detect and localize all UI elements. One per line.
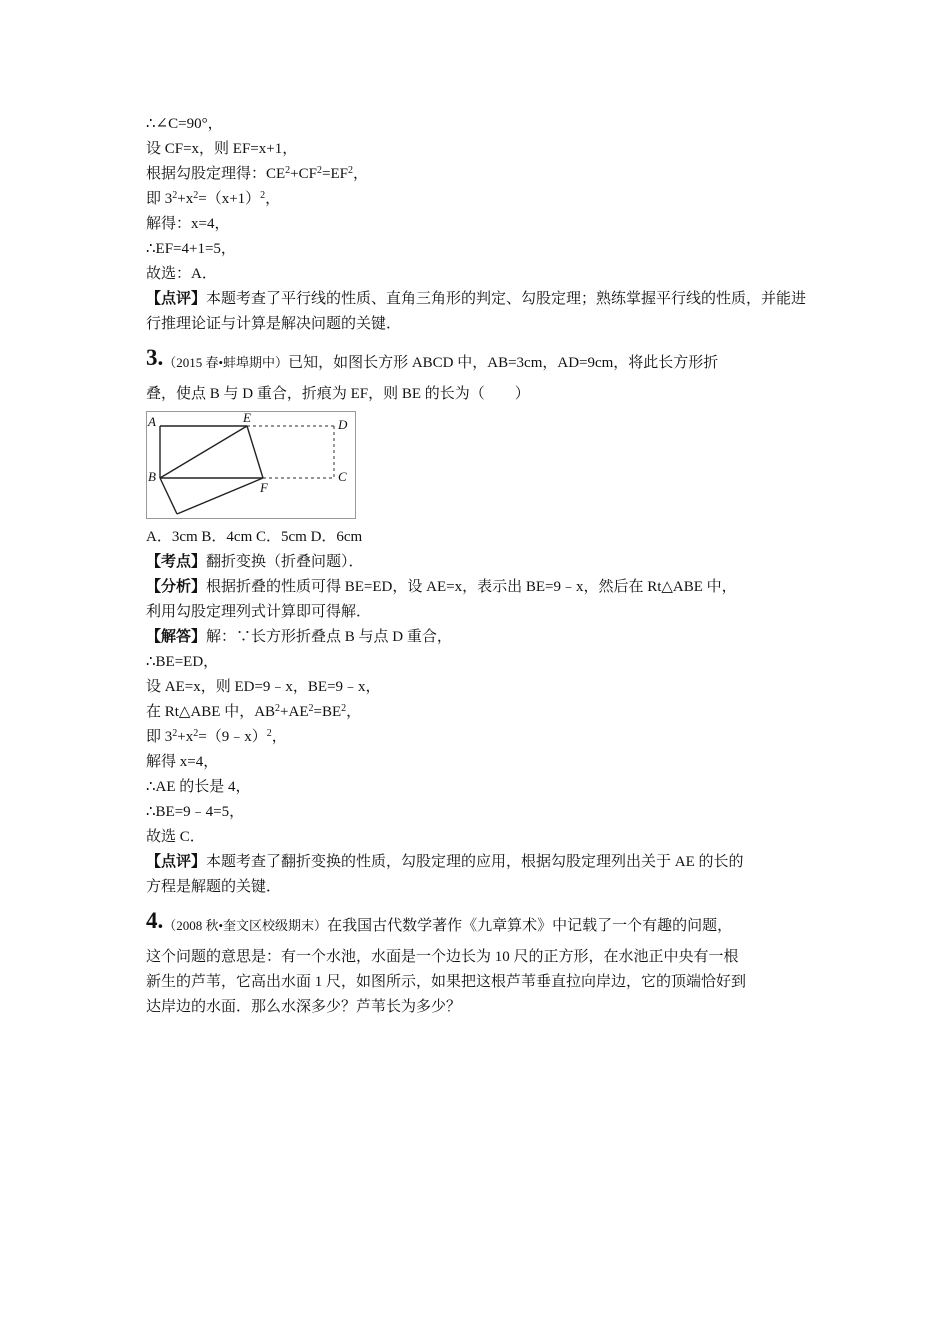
solution-line: ∴AE 的长是 4， <box>146 779 251 795</box>
figure-svg <box>147 412 355 518</box>
question-source: （2008 秋•奎文区校级期末） <box>163 918 328 933</box>
kaodian-line: 【考点】翻折变换（折叠问题）． <box>146 554 364 570</box>
solution-line: 解得：x=4， <box>146 216 230 232</box>
review-paragraph: 【点评】本题考查了平行线的性质、直角三角形的判定、勾股定理；熟练掌握平行线的性质，并能进行推理论证与计算是解决问题的关键． <box>146 291 807 332</box>
solution-line: 在 Rt△ABE 中，$AB^2+AE^2=BE^2$， <box>146 703 362 720</box>
label-d: D <box>338 417 348 432</box>
question-text: 这个问题的意思是：有一个水池，水面是一个边长为 10 尺的正方形，在水池正中央有一根 <box>146 949 739 965</box>
question-text: 新生的芦苇，它高出水面 1 尺，如图所示，如果把这根芦苇垂直拉向岸边，它的顶端恰好到 <box>146 974 747 990</box>
solution-line: ∴∠C=90°， <box>146 116 223 132</box>
solution-line: 故选 C． <box>146 829 205 845</box>
solution-line: 设 AE=x，则 ED=9﹣x，BE=9﹣x， <box>146 679 381 695</box>
edge-be <box>160 426 247 478</box>
question-number: 4. <box>146 908 164 933</box>
edge-flap-bottom <box>177 478 263 514</box>
question-number: 3. <box>146 345 164 370</box>
label-e: E <box>243 412 251 425</box>
question-text: 达岸边的水面．那么水深多少？芦苇长为多少？ <box>146 999 462 1015</box>
fenxi-line: 利用勾股定理列式计算即可得解． <box>146 604 372 620</box>
folded-rectangle-figure <box>146 411 356 519</box>
review-tag: 【点评】 <box>146 291 207 307</box>
question-3-header: 3.（2015 春•蚌埠期中）已知，如图长方形 ABCD 中，AB=3cm，AD=9cm，将此长方形折 <box>146 345 719 371</box>
solution-line: ∴BE=ED， <box>146 654 219 670</box>
solution-line: 解得 x=4， <box>146 754 219 770</box>
label-a: A <box>148 414 156 429</box>
review-line: 【点评】本题考查了翻折变换的性质，勾股定理的应用，根据勾股定理列出关于 AE 的长的 <box>146 854 744 870</box>
solution-line: 即 $3^2+x^2=(9﹣x)^2$， <box>146 728 287 745</box>
question-text: 叠，使点 B 与 D 重合，折痕为 EF，则 BE 的长为（ ） <box>146 386 530 402</box>
solution-line: ∴EF=4+1=5， <box>146 241 236 257</box>
edge-flap-left <box>160 478 177 514</box>
edge-ef-crease <box>247 426 263 478</box>
question-source: （2015 春•蚌埠期中） <box>163 355 289 370</box>
fenxi-line: 【分析】根据折叠的性质可得 BE=ED，设 AE=x，表示出 BE=9﹣x，然后在 Rt△ABE 中， <box>146 579 737 595</box>
answer-options: A．3cm B．4cm C．5cm D．6cm <box>146 529 363 545</box>
solution-line: 设 CF=x，则 EF=x+1， <box>146 141 298 157</box>
solution-line: 故选：A． <box>146 266 217 282</box>
kaodian-tag: 【考点】 <box>146 554 207 570</box>
question-4-header: 4.（2008 秋•奎文区校级期末）在我国古代数学著作《九章算术》中记载了一个有趣的问题， <box>146 908 733 934</box>
document-page <box>146 112 810 1020</box>
label-b: B <box>148 469 156 484</box>
label-c: C <box>338 469 347 484</box>
solution-line: ∴BE=9﹣4=5， <box>146 804 245 820</box>
review-tag: 【点评】 <box>146 854 207 870</box>
jieda-line: 【解答】解：∵长方形折叠点 B 与点 D 重合， <box>146 629 452 645</box>
fenxi-tag: 【分析】 <box>146 579 207 595</box>
solution-line: 根据勾股定理得：$CE^2+CF^2=EF^2$， <box>146 165 368 182</box>
jieda-tag: 【解答】 <box>146 629 207 645</box>
solution-line: 即 $3^2+x^2=(x+1)^2$， <box>146 190 281 207</box>
label-f: F <box>260 480 268 495</box>
review-line: 方程是解题的关键． <box>146 879 282 895</box>
